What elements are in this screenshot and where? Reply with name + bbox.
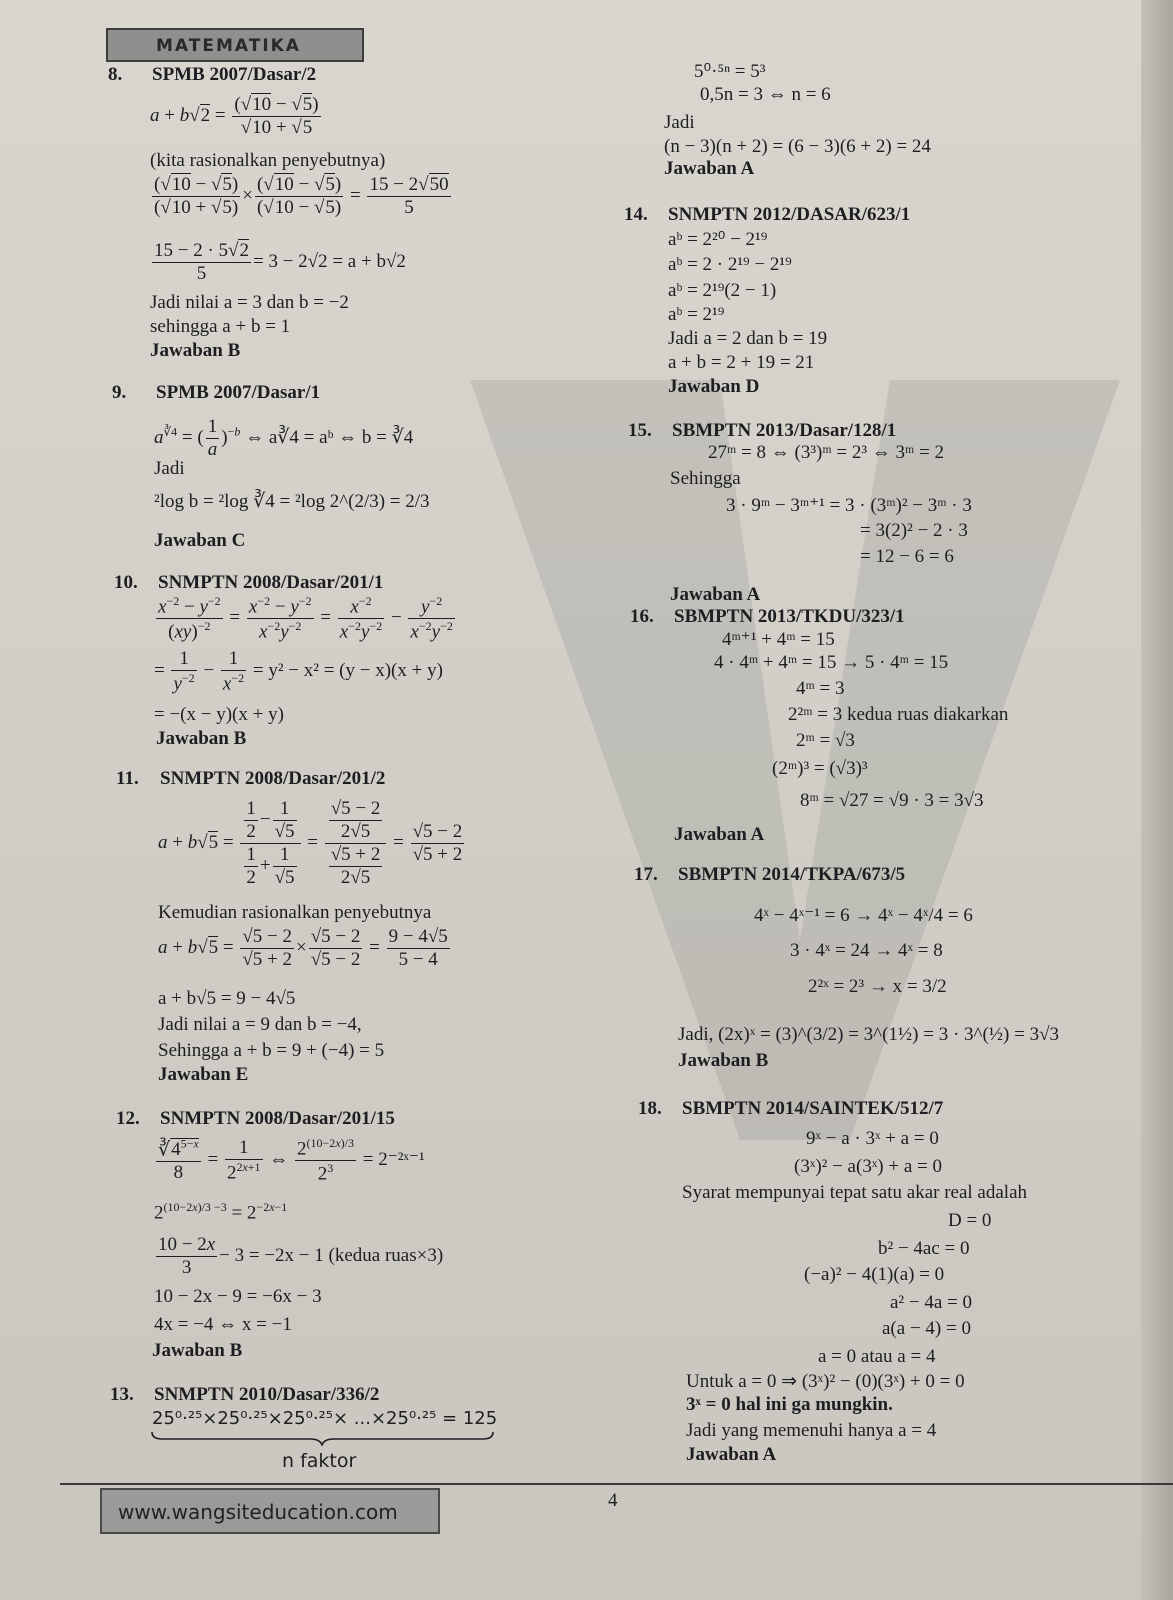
q13-answer: Jawaban A xyxy=(664,158,755,179)
q10-answer: Jawaban B xyxy=(156,728,247,749)
q11-answer: Jawaban E xyxy=(158,1064,249,1085)
q12-answer: Jawaban B xyxy=(152,1340,243,1361)
q14-line: a + b = 2 + 19 = 21 xyxy=(668,352,815,373)
q11-line-2: Jadi nilai a = 9 dan b = −4, xyxy=(158,1014,362,1035)
q11-note: Kemudian rasionalkan penyebutnya xyxy=(158,902,432,923)
q13-line-1: 25⁰·²⁵×25⁰·²⁵×25⁰·²⁵× ...×25⁰·²⁵ = 125 xyxy=(152,1408,498,1429)
question-11 xyxy=(116,768,616,1085)
q10-eq2: = $\frac{1}{y^{-2}}$ − $\frac{1}{x^{-2}}$ = y² − x² = (y − x)(x + y) xyxy=(154,648,443,695)
q18-line: Untuk a = 0 ⇒ (3ˣ)² − (0)(3ˣ) + 0 = 0 xyxy=(686,1371,965,1392)
subject-title: MATEMATIKA xyxy=(156,36,301,56)
q11-eq1: a + b√5 = $\frac{1}{2}$ − $\frac{1}{√5}$ $\frac{1}{2}$ + $\frac{1}{√5}$ = $\frac{\frac{√5 - 2}{2√5}}{\frac{√5 + 2}{2√5}}$ = $\frac{√5 - 2}{√5 + 2}$ xyxy=(158,798,463,888)
page-edge-shadow xyxy=(1141,0,1173,1600)
q18-line: 3ˣ = 0 hal ini ga mungkin. xyxy=(686,1394,893,1415)
question-17-title: 17. SBMPTN 2014/TKPA/673/5 xyxy=(634,864,906,885)
q17-answer: Jawaban B xyxy=(678,1050,769,1071)
q17-line: 3 · 4ˣ = 24 → 4ˣ = 8 xyxy=(790,940,943,961)
question-8 xyxy=(108,64,608,361)
q16-line: 4 · 4ᵐ + 4ᵐ = 15 → 5 · 4ᵐ = 15 xyxy=(714,652,949,673)
question-15-title: 15. SBMPTN 2013/Dasar/128/1 xyxy=(628,420,897,441)
question-8-title: 8. SPMB 2007/Dasar/2 xyxy=(108,64,317,85)
q8-eq2: $\frac{(√10 - √5)}{(√10 + √5)}$ × $\frac{(√10 - √5)}{(√10 - √5)}$ = $\frac{15 - 2√50}{5}$ xyxy=(154,174,449,218)
q15-line: 3 · 9ᵐ − 3ᵐ⁺¹ = 3 · (3ᵐ)² − 3ᵐ · 3 xyxy=(726,495,972,516)
q14-line: Jadi a = 2 dan b = 19 xyxy=(668,328,828,349)
q11-line-3: Sehingga a + b = 9 + (−4) = 5 xyxy=(158,1040,385,1061)
q18-line: 9ˣ − a · 3ˣ + a = 0 xyxy=(806,1128,939,1149)
question-12-title: 12. SNMPTN 2008/Dasar/201/15 xyxy=(116,1108,395,1129)
q14-line: aᵇ = 2 · 2¹⁹ − 2¹⁹ xyxy=(668,254,792,275)
q8-answer: Jawaban B xyxy=(150,340,241,361)
question-11-title: 11. SNMPTN 2008/Dasar/201/2 xyxy=(116,768,386,789)
q16-line: 2²ᵐ = 3 kedua ruas diakarkan xyxy=(788,704,1009,725)
q17-line: 2²ˣ = 2³ → x = 3/2 xyxy=(808,976,947,997)
q15-line: = 3(2)² − 2 · 3 xyxy=(860,520,968,541)
page-number: 4 xyxy=(608,1490,618,1511)
q16-line: 4ᵐ = 3 xyxy=(796,678,845,699)
q9-line-2: ²log b = ²log ∛4 = ²log 2^(2/3) = 2/3 xyxy=(154,491,430,512)
question-9 xyxy=(112,382,612,551)
question-14 xyxy=(624,204,1124,397)
underbrace xyxy=(150,1430,495,1446)
q14-line: aᵇ = 2¹⁹ xyxy=(668,304,725,325)
q16-line: 8ᵐ = √27 = √9 · 3 = 3√3 xyxy=(800,790,984,811)
q18-line: a = 0 atau a = 4 xyxy=(818,1346,936,1367)
q12-eq2: $2^{(10-2x)/3 -3} = 2^{-2x-1}$ xyxy=(154,1200,288,1224)
q13-brace-label: n faktor xyxy=(282,1450,357,1472)
q18-line: Jadi yang memenuhi hanya a = 4 xyxy=(686,1420,937,1441)
question-10-title: 10. SNMPTN 2008/Dasar/201/1 xyxy=(114,572,384,593)
q15-line: Sehingga xyxy=(670,468,741,489)
q13-cont-4: (n − 3)(n + 2) = (6 − 3)(6 + 2) = 24 xyxy=(664,136,931,157)
q13-cont-1: 5⁰·⁵ⁿ = 5³ xyxy=(694,61,766,82)
q8-eq3: $\frac{15 - 2 \cdot 5√2}{5}$ = 3 − 2√2 = a + b√2 xyxy=(154,240,406,284)
q18-line: (3ˣ)² − a(3ˣ) + a = 0 xyxy=(794,1156,943,1177)
q10-eq1: $\frac{x^{-2} - y^{-2}}{(xy)^{-2}}$ = $\frac{x^{-2} - y^{-2}}{x^{-2}y^{-2}}$ = $\frac{x^{-2}}{x^{-2}y^{-2}}$ − $\frac{y^{-2}}{x^{-2}y^{-2}}$ xyxy=(158,594,453,643)
q16-line: 2ᵐ = √3 xyxy=(796,730,855,751)
question-16-title: 16. SBMPTN 2013/TKDU/323/1 xyxy=(630,606,905,627)
question-13-title: 13. SNMPTN 2010/Dasar/336/2 xyxy=(110,1384,380,1405)
q18-line: a(a − 4) = 0 xyxy=(882,1318,971,1339)
q15-line: 27ᵐ = 8 ⇔ (3³)ᵐ = 2³ ⇔ 3ᵐ = 2 xyxy=(708,442,945,463)
q11-eq2: a + b√5 = $\frac{√5 - 2}{√5 + 2}$ × $\frac{√5 - 2}{√5 - 2}$ = $\frac{9 - 4√5}{5 - 4}$ xyxy=(158,926,448,970)
q18-line: b² − 4ac = 0 xyxy=(878,1238,970,1259)
q8-note: (kita rasionalkan penyebutnya) xyxy=(150,150,386,171)
q12-eq3: $\frac{10 - 2x}{3}$ − 3 = −2x − 1 (kedua ruas×3) xyxy=(158,1234,444,1278)
q9-eq1: $a^{∛4}$ = ( $\frac{1}{a}$ )$^{-b}$ ⇔ a∛4 = aᵇ ⇔ b = ∛4 xyxy=(154,416,414,460)
q18-line: (−a)² − 4(1)(a) = 0 xyxy=(804,1264,945,1285)
q16-answer: Jawaban A xyxy=(674,824,765,845)
footer-rule xyxy=(60,1483,1173,1485)
q10-line-3: = −(x − y)(x + y) xyxy=(154,704,284,725)
question-12 xyxy=(116,1108,616,1361)
subject-header xyxy=(106,28,364,62)
q12-line-5: 4x = −4 ⇔ x = −1 xyxy=(154,1314,292,1335)
q9-answer: Jawaban C xyxy=(154,530,246,551)
q9-jadi: Jadi xyxy=(154,458,185,479)
question-14-title: 14. SNMPTN 2012/DASAR/623/1 xyxy=(624,204,911,225)
website-box xyxy=(100,1488,440,1534)
question-13 xyxy=(110,1384,610,1472)
q8-line-1: Jadi nilai a = 3 dan b = −2 xyxy=(150,292,349,313)
q14-line: aᵇ = 2²⁰ − 2¹⁹ xyxy=(668,229,768,250)
q12-eq1: $\frac{∛4^{5-x}}{8}$ = $\frac{1}{2^{2x+1}}$ ⇔ $\frac{2^{(10-2x)/3}}{2^3}$ = 2⁻²ˣ⁻¹ xyxy=(158,1136,425,1185)
q12-line-4: 10 − 2x − 9 = −6x − 3 xyxy=(154,1286,322,1307)
q16-line: (2ᵐ)³ = (√3)³ xyxy=(772,758,868,779)
question-15 xyxy=(628,420,1128,605)
q17-line: 4ˣ − 4ˣ⁻¹ = 6 → 4ˣ − 4ˣ/4 = 6 xyxy=(754,905,973,926)
q17-line: Jadi, (2x)ˣ = (3)^(3/2) = 3^(1½) = 3 · 3^(½) = 3√3 xyxy=(678,1024,1060,1045)
q13-cont-2: 0,5n = 3 ⇔ n = 6 xyxy=(700,84,831,105)
q16-line: 4ᵐ⁺¹ + 4ᵐ = 15 xyxy=(722,629,835,650)
q18-answer: Jawaban A xyxy=(686,1444,777,1465)
q13-cont-3: Jadi xyxy=(664,112,695,133)
question-18 xyxy=(638,1098,1138,1465)
question-18-title: 18. SBMPTN 2014/SAINTEK/512/7 xyxy=(638,1098,944,1119)
q11-line-1: a + b√5 = 9 − 4√5 xyxy=(158,988,296,1009)
q15-answer: Jawaban A xyxy=(670,584,761,605)
q8-line-2: sehingga a + b = 1 xyxy=(150,316,291,337)
q18-line: Syarat mempunyai tepat satu akar real adalah xyxy=(682,1182,1028,1203)
q18-line: D = 0 xyxy=(948,1210,992,1231)
q14-answer: Jawaban D xyxy=(668,376,760,397)
question-17 xyxy=(634,864,1134,1071)
q8-eq1: a + b√2 = $\frac{(√10 - √5)}{√10 + √5}$ xyxy=(150,94,319,138)
question-10 xyxy=(114,572,614,749)
q14-line: aᵇ = 2¹⁹(2 − 1) xyxy=(668,280,777,301)
q18-line: a² − 4a = 0 xyxy=(890,1292,972,1313)
website-url: www.wangsiteducation.com xyxy=(118,1500,398,1524)
q15-line: = 12 − 6 = 6 xyxy=(860,546,954,567)
question-9-title: 9. SPMB 2007/Dasar/1 xyxy=(112,382,321,403)
question-16 xyxy=(630,606,1130,845)
